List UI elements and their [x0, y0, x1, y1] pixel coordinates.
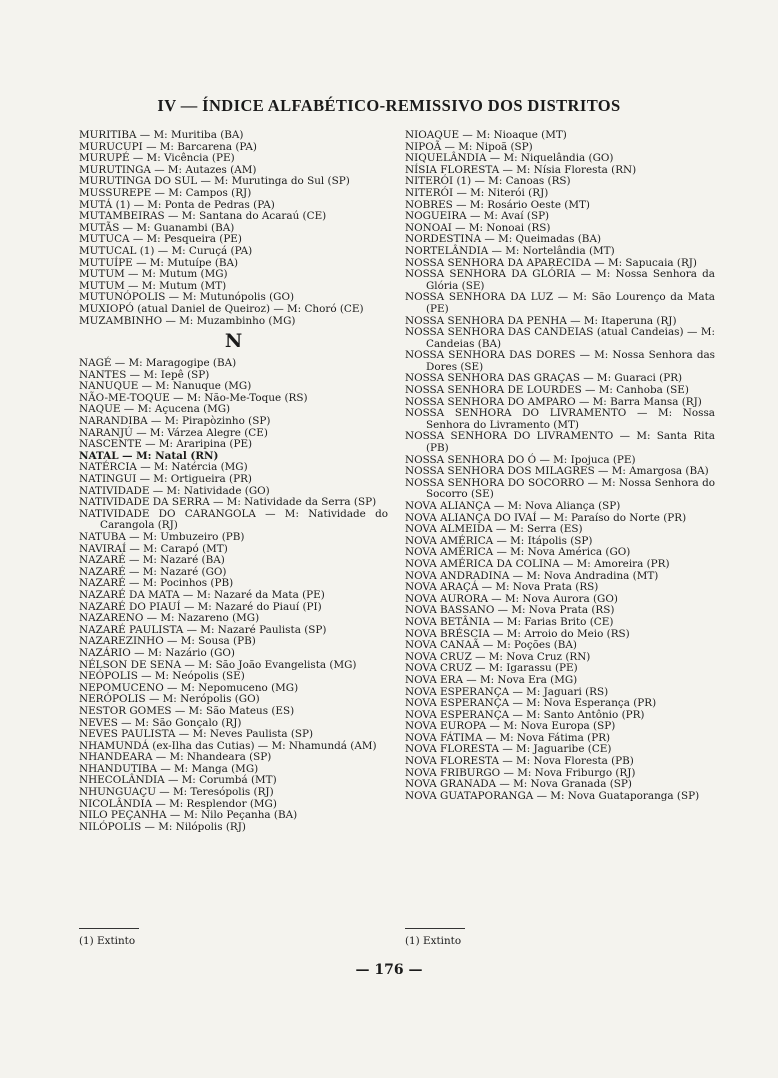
index-entry: NÃO-ME-TOQUE — M: Não-Me-Toque (RS) — [79, 391, 308, 404]
index-entry: NOSSA SENHORA DOS MILAGRES — M: Amargosa (BA) — [405, 465, 709, 478]
index-entry: MUTAMBEIRAS — M: Santana do Acaraú (CE) — [79, 210, 327, 223]
index-entry: NAZARÉ DO PIAUÍ — M: Nazaré do Piauí (PI) — [79, 600, 322, 613]
index-entry: NERÓPOLIS — M: Nerópolis (GO) — [79, 693, 260, 706]
index-entry: NILÓPOLIS — M: Nilópolis (RJ) — [79, 820, 246, 833]
index-entry: NOVA AMÉRICA — M: Itápolis (SP) — [405, 534, 593, 547]
index-entry: NOVA EUROPA — M: Nova Europa (SP) — [405, 720, 616, 733]
index-entry: NARANDIBA — M: Pirapòzinho (SP) — [79, 415, 271, 428]
index-entry: NIPOÃ — M: Nipoã (SP) — [405, 140, 533, 153]
index-entry: NAZARÉ PAULISTA — M: Nazaré Paulista (SP) — [79, 623, 327, 636]
footnote-rule-left — [79, 928, 139, 929]
index-entry: MURITIBA — M: Muritiba (BA) — [79, 129, 244, 141]
index-entry: NOSSA SENHORA DA GLÓRIA — M: Nossa Senhora da Glória (SE) — [405, 268, 715, 292]
index-entry: NASCENTE — M: Araripina (PE) — [79, 438, 253, 451]
index-entry: NHECOLÂNDIA — M: Corumbá (MT) — [79, 774, 277, 787]
index-entry: NOSSA SENHORA DO SOCORRO — M: Nossa Senhora do Socorro (SE) — [405, 476, 715, 501]
index-entry: NOBRES — M: Rosário Oeste (MT) — [405, 198, 590, 211]
index-entry: NOVA CRUZ — M: Nova Cruz (RN) — [405, 650, 591, 663]
index-entry: NOVA FÁTIMA — M: Nova Fátima (PR) — [405, 731, 611, 744]
index-entry: NEPOMUCENO — M: Nepomuceno (MG) — [79, 681, 299, 694]
index-entry: MUTÁ (1) — M: Ponta de Pedras (PA) — [79, 198, 275, 211]
index-entry: MURUTINGA DO SUL — M: Murutinga do Sul (SP) — [79, 175, 350, 188]
index-entry: NOVA ESPERANÇA — M: Santo Antônio (PR) — [405, 708, 645, 721]
index-entry: NOSSA SENHORA DE LOURDES — M: Canhoba (SE) — [405, 384, 689, 397]
index-entry: NOVA ARAÇÁ — M: Nova Prata (RS) — [405, 581, 599, 594]
index-entry: NATAL — M: Natal (RN) — [79, 449, 219, 462]
index-entry: NOVA BETÂNIA — M: Farias Brito (CE) — [405, 615, 614, 628]
index-entry: NITERÓI (1) — M: Canoas (RS) — [405, 175, 571, 188]
index-entry: NORDESTINA — M: Queimadas (BA) — [405, 233, 601, 246]
index-entry: NÍSIA FLORESTA — M: Nísia Floresta (RN) — [405, 163, 637, 176]
index-entry: NOSSA SENHORA DAS DORES — M: Nossa Senhora das Dores (SE) — [405, 349, 715, 373]
index-entry: NARANJÚ — M: Várzea Alegre (CE) — [79, 426, 268, 439]
entry-list-n — [79, 358, 388, 833]
index-entry: NOVA ALMEIDA — M: Serra (ES) — [405, 523, 583, 536]
entry-list-m — [79, 130, 388, 327]
index-entry: NATINGUI — M: Ortigueira (PR) — [79, 473, 252, 486]
index-entry: NATÉRCIA — M: Natércia (MG) — [79, 461, 248, 474]
footnote-rule-right — [405, 928, 465, 929]
index-entry: MUTUÍPE — M: Mutuípe (BA) — [79, 256, 239, 269]
index-entry: NOSSA SENHORA DAS CANDEIAS (atual Candeias) — M: Candeias (BA) — [405, 326, 715, 350]
footnote-left: (1) Extinto — [79, 935, 136, 947]
index-entry: MUTUNÓPOLIS — M: Mutunópolis (GO) — [79, 291, 295, 304]
index-entry: NAZARÉ DA MATA — M: Nazaré da Mata (PE) — [79, 588, 325, 601]
index-entry: NESTOR GOMES — M: São Mateus (ES) — [79, 704, 295, 717]
index-entry: NAQUE — M: Açucena (MG) — [79, 403, 231, 416]
index-entry: NOGUEIRA — M: Avaí (SP) — [405, 210, 550, 223]
index-entry: NHANDEARA — M: Nhandeara (SP) — [79, 751, 272, 764]
index-entry: MUTUCA — M: Pesqueira (PE) — [79, 233, 242, 246]
index-entry: NOVA FLORESTA — M: Jaguaribe (CE) — [405, 743, 612, 756]
index-entry: NOVA GRANADA — M: Nova Granada (SP) — [405, 778, 632, 791]
index-entry: NHANDUTIBA — M: Manga (MG) — [79, 762, 259, 775]
index-entry: NEVES PAULISTA — M: Neves Paulista (SP) — [79, 728, 314, 741]
index-entry: NOVA BASSANO — M: Nova Prata (RS) — [405, 604, 615, 617]
index-entry: NANUQUE — M: Nanuque (MG) — [79, 380, 252, 393]
index-entry: NOVA FLORESTA — M: Nova Floresta (PB) — [405, 755, 634, 768]
index-entry: NOVA FRIBURGO — M: Nova Friburgo (RJ) — [405, 766, 636, 779]
index-entry: MURUCUPI — M: Barcarena (PA) — [79, 140, 257, 153]
index-entry: NOVA ESPERANÇA — M: Nova Esperança (PR) — [405, 697, 657, 710]
index-entry: NOVA GUATAPORANGA — M: Nova Guataporanga (SP) — [405, 789, 700, 802]
index-entry: NAZÁRIO — M: Nazário (GO) — [79, 646, 235, 659]
index-entry: NOSSA SENHORA DO LIVRAMENTO — M: Nossa Senhora do Livramento (MT) — [405, 407, 715, 431]
index-entry: MUSSUREPE — M: Campos (RJ) — [79, 186, 252, 199]
index-entry: NAGÉ — M: Maragogipe (BA) — [79, 357, 237, 370]
index-entry: NATIVIDADE DA SERRA — M: Natividade da Serra (SP) — [79, 496, 377, 509]
page-number: — 176 — — [355, 962, 423, 978]
index-entry: NOSSA SENHORA DA LUZ — M: São Lourenço da Mata (PE) — [405, 291, 715, 315]
index-entry: NANTES — M: Iepê (SP) — [79, 368, 210, 381]
index-entry: MURUTINGA — M: Autazes (AM) — [79, 163, 257, 176]
index-entry: NIOAQUE — M: Nioaque (MT) — [405, 129, 567, 141]
index-entry: NÉLSON DE SENA — M: São João Evangelista (MG) — [79, 658, 357, 671]
index-entry: NOVA AMÉRICA — M: Nova América (GO) — [405, 546, 631, 559]
index-entry: NILO PEÇANHA — M: Nilo Peçanha (BA) — [79, 809, 298, 822]
index-entry: NICOLÂNDIA — M: Resplendor (MG) — [79, 797, 277, 810]
index-entry: NAZARÉ — M: Nazaré (BA) — [79, 554, 225, 567]
index-entry: MUTUM — M: Mutum (MT) — [79, 279, 227, 292]
index-entry: NORTELÂNDIA — M: Nortelândia (MT) — [405, 244, 615, 257]
index-entry: NIQUELÂNDIA — M: Niquelândia (GO) — [405, 152, 614, 165]
index-entry: NOSSA SENHORA DA PENHA — M: Itaperuna (RJ) — [405, 314, 677, 327]
index-entry: NOVA ALIANÇA — M: Nova Aliança (SP) — [405, 500, 621, 512]
left-column — [79, 130, 388, 833]
index-entry: NONOAI — M: Nonoai (RS) — [405, 221, 551, 234]
index-entry: NOVA ESPERANÇA — M: Jaguari (RS) — [405, 685, 609, 698]
index-entry: NOSSA SENHORA DA APARECIDA — M: Sapucaia (RJ) — [405, 256, 697, 269]
entry-list-n-continued — [405, 130, 715, 802]
index-entry: NOSSA SENHORA DAS GRAÇAS — M: Guaraci (PR) — [405, 372, 683, 385]
page-title: IV — ÍNDICE ALFABÉTICO-REMISSIVO DOS DISTRITOS — [157, 96, 621, 115]
index-entry: NAZARENO — M: Nazareno (MG) — [79, 612, 260, 625]
right-column — [405, 130, 715, 802]
index-entry: MUTUM — M: Mutum (MG) — [79, 268, 228, 281]
index-entry: NOVA BRÉSCIA — M: Arroio do Meio (RS) — [405, 627, 630, 640]
index-entry: NOSSA SENHORA DO LIVRAMENTO — M: Santa Rita (PB) — [405, 430, 715, 455]
index-entry: NHAMUNDÁ (ex-Ilha das Cutias) — M: Nhamundá (AM) — [79, 739, 377, 752]
index-entry: NOVA ALIANÇA DO IVAÍ — M: Paraíso do Norte (PR) — [405, 511, 687, 524]
index-entry: MUZAMBINHO — M: Muzambinho (MG) — [79, 314, 296, 327]
index-entry: NOVA ERA — M: Nova Era (MG) — [405, 673, 578, 686]
index-entry: MUXIOPÓ (atual Daniel de Queiroz) — M: Choró (CE) — [79, 302, 364, 315]
index-entry: NEÓPOLIS — M: Neópolis (SE) — [79, 670, 245, 683]
index-entry: NAZAREZINHO — M: Sousa (PB) — [79, 635, 256, 648]
index-entry: NOVA CRUZ — M: Igarassu (PE) — [405, 662, 578, 675]
section-letter: N — [224, 330, 243, 353]
index-entry: NOVA AMÉRICA DA COLINA — M: Amoreira (PR) — [405, 557, 670, 570]
index-entry: NATIVIDADE — M: Natividade (GO) — [79, 484, 270, 497]
index-entry: MUTUCAL (1) — M: Curuçá (PA) — [79, 244, 253, 257]
index-entry: NATIVIDADE DO CARANGOLA — M: Natividade do Carangola (RJ) — [79, 507, 388, 532]
footnote-right: (1) Extinto — [405, 935, 462, 947]
index-entry: NOVA ANDRADINA — M: Nova Andradina (MT) — [405, 569, 659, 582]
index-entry: NATUBA — M: Umbuzeiro (PB) — [79, 531, 245, 543]
index-entry: NEVES — M: São Gonçalo (RJ) — [79, 716, 242, 729]
index-entry: MUTÃS — M: Guanambi (BA) — [79, 221, 235, 234]
index-entry: NITERÓI — M: Niterói (RJ) — [405, 186, 549, 199]
index-entry: NOVA AURORA — M: Nova Aurora (GO) — [405, 592, 618, 605]
index-entry: NAVIRAÍ — M: Carapó (MT) — [79, 542, 228, 555]
index-entry: MURUPÉ — M: Vicência (PE) — [79, 152, 235, 165]
index-entry: NOSSA SENHORA DO AMPARO — M: Barra Mansa (RJ) — [405, 395, 702, 408]
index-entry: NAZARÉ — M: Pocinhos (PB) — [79, 577, 234, 590]
index-entry: NOSSA SENHORA DO Ó — M: Ipojuca (PE) — [405, 453, 636, 466]
index-entry: NAZARÉ — M: Nazaré (GO) — [79, 565, 227, 578]
index-entry: NOVA CANAÃ — M: Poções (BA) — [405, 639, 577, 652]
index-entry: NHUNGUAÇU — M: Teresópolis (RJ) — [79, 786, 274, 799]
